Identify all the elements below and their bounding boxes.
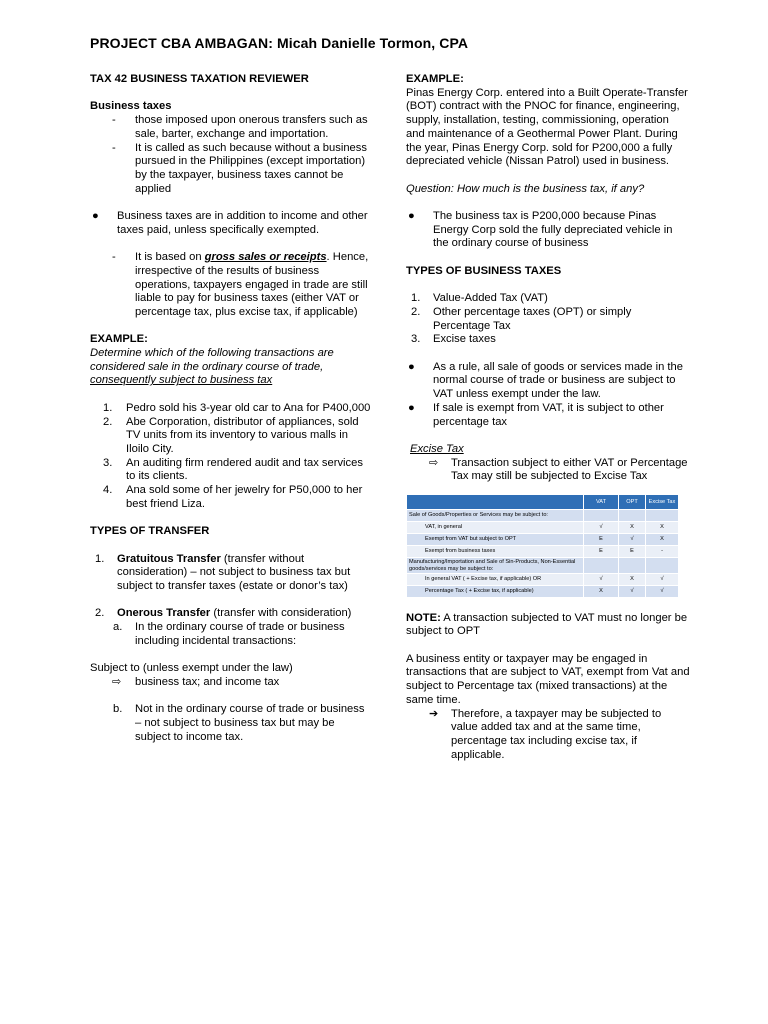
arrow-item: ⇨ business tax; and income tax xyxy=(112,675,280,688)
onerous-transfer-item: 2. Onerous Transfer (transfer with consideration) xyxy=(95,607,352,620)
note-text: NOTE: A transaction subjected to VAT must no longer be subject to OPT xyxy=(406,611,688,638)
list-item: 3. An auditing firm rendered audit and tax services to its clients. xyxy=(103,456,363,483)
list-item: 2. Abe Corporation, distributor of appliances, sold TV units from its inventory to various malls in Iloilo City. xyxy=(103,415,359,455)
types-of-business-taxes-title: TYPES OF BUSINESS TAXES xyxy=(406,264,562,277)
table-row: Manufacturing/Importation and Sale of Sin-Products, Non-Essential goods/services may be subject to: xyxy=(407,558,679,574)
list-item: 2. Other percentage taxes (OPT) or simply Percentage Tax xyxy=(411,305,632,332)
dash-item-text: It is called as such because without a business pursued in the Philippines (except importation) by the taxpayer, business taxes cannot be applied xyxy=(135,141,367,195)
bullet-item xyxy=(406,210,690,251)
table-row: In general VAT ( + Excise tax, if applicable) OR √ X √ xyxy=(407,574,679,586)
bullet-icon: ● xyxy=(408,360,415,373)
dash-marker: - xyxy=(112,141,116,154)
table-row: VAT, in general √ X X xyxy=(407,522,679,534)
outline-arrow-icon: ⇨ xyxy=(429,456,439,469)
column-header-vat: VAT xyxy=(584,495,619,510)
table-row: Percentage Tax ( + Excise tax, if applicable) X √ √ xyxy=(407,586,679,598)
example-question: Determine which of the following transactions are considered sale in the ordinary course of trade, consequently subject to business tax xyxy=(90,347,334,387)
list-item: 4. Ana sold some of her jewelry for P50,000 to her best friend Liza. xyxy=(103,484,363,510)
tax-matrix-table xyxy=(406,494,678,598)
bullet-item: ● If sale is exempt from VAT, it is subject to other percentage tax xyxy=(408,401,664,428)
gross-sales-text: It is based on gross sales or receipts. Hence, irrespective of the results of business operations, taxpayers engaged in trade are still liable to pay for business taxes (either VAT or percentage tax, plus excise tax, if applicable) xyxy=(135,251,369,318)
bullet-icon: ● xyxy=(408,210,415,222)
gross-sales-emphasis: gross sales or receipts xyxy=(204,251,327,264)
example-text: Pinas Energy Corp. entered into a Built Operate-Transfer (BOT) contract with the PNOC for finance, engineering, supply, installation, testing, commissioning, operation and maintenance of a Geothermal Power Plant. During the year, Pinas Energy Corp. sold for P200,000 a fully depreciated vehicle (Nissan Patrol) used in business. xyxy=(406,86,688,168)
list-item: 1. Value-Added Tax (VAT) xyxy=(411,292,548,305)
list-item: 1. Pedro sold his 3-year old car to Ana for P400,000 xyxy=(103,401,371,414)
answer-text: The business tax is P200,000 because Pinas Energy Corp sold the fully depreciated vehicle in the ordinary course of business xyxy=(433,210,673,250)
dash-item-text: those imposed upon onerous transfers such as sale, barter, exchange and importation. xyxy=(135,114,368,140)
column-header-excise: Excise Tax xyxy=(646,495,679,510)
bullet-icon: ● xyxy=(92,210,99,222)
table-row: Exempt from business taxes E E - xyxy=(407,546,679,558)
example-title: EXAMPLE: xyxy=(406,73,464,85)
example-question: Question: How much is the business tax, if any? xyxy=(406,182,645,195)
bullet-icon: ● xyxy=(408,401,415,414)
sub-item-b: b. Not in the ordinary course of trade or business – not subject to business tax but may be subject to income tax. xyxy=(113,703,365,743)
dash-marker: - xyxy=(112,251,116,264)
bullet-text: Business taxes are in addition to income and other taxes paid, unless specifically exempted. xyxy=(117,210,368,236)
bullet-item xyxy=(90,210,372,237)
table-header-row xyxy=(407,495,679,510)
arrow-item: ➔ Therefore, a taxpayer may be subjected to value added tax and at the same time, percentage tax including excise tax, if applicable. xyxy=(429,707,662,761)
types-of-transfer-title: TYPES OF TRANSFER xyxy=(90,525,210,538)
reviewer-heading: TAX 42 BUSINESS TAXATION REVIEWER xyxy=(90,73,309,85)
list-item: 3. Excise taxes xyxy=(411,333,496,346)
page-title: PROJECT CBA AMBAGAN: Micah Danielle Tormon, CPA xyxy=(90,35,469,51)
outline-arrow-icon: ⇨ xyxy=(112,675,122,688)
sub-item-a: a. In the ordinary course of trade or business including incidental transactions: xyxy=(113,621,345,647)
right-column xyxy=(406,73,690,762)
example-title: EXAMPLE: xyxy=(90,333,148,346)
column-header-opt: OPT xyxy=(619,495,646,510)
left-column xyxy=(90,73,372,744)
subject-to-text: Subject to (unless exempt under the law) xyxy=(90,662,293,675)
dash-marker: - xyxy=(112,114,116,127)
dash-item xyxy=(90,114,372,141)
solid-arrow-icon: ➔ xyxy=(429,707,439,720)
excise-tax-title: Excise Tax xyxy=(410,442,464,455)
dash-item xyxy=(90,251,372,320)
gratuitous-transfer-item: 1. Gratuitous Transfer (transfer without consideration) – not subject to business tax but subject to transfer taxes (estate or donor’s tax) xyxy=(95,552,351,592)
bullet-item: ● As a rule, all sale of goods or services made in the normal course of trade or business are subject to VAT unless exempt under the law. xyxy=(408,360,683,401)
mixed-transactions-paragraph: A business entity or taxpayer may be engaged in transactions that are subject to VAT, exempt from Vat and subject to Percentage tax (mixed transactions) at the same time. xyxy=(406,652,690,706)
table-row: Sale of Goods/Properties or Services may be subject to: xyxy=(407,510,679,522)
business-taxes-title: Business taxes xyxy=(90,100,172,113)
dash-item xyxy=(90,142,372,197)
arrow-item: ⇨ Transaction subject to either VAT or Percentage Tax may still be subjected to Excise Tax xyxy=(429,456,688,483)
table-row: Exempt from VAT but subject to OPT E √ X xyxy=(407,534,679,546)
